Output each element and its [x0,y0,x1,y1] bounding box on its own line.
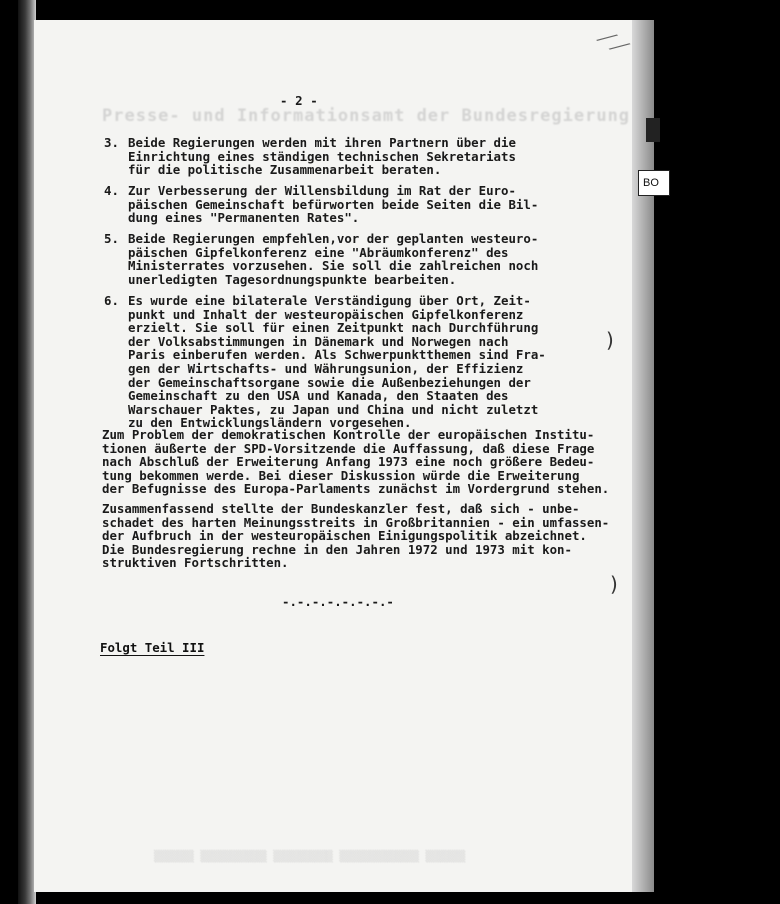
separator-line: -.-.-.-.-.-.-.- [282,594,394,609]
bleed-through-text: Presse- und Informationsamt der Bundesregierung [102,106,631,126]
paragraph: Zusammenfassend stellte der Bundeskanzler fest, daß sich - unbe- schadet des harten Meinungsstreits in Großbritannien - ein umfassen- der Aufbruch in der westeuropäischen Einigungspolitik abzeichnet. Die Bundesregierung rechne in den Jahren 1972 und 1973 mit kon- struktiven Fortschritten. [102,501,610,571]
list-item-number: 5. [104,231,119,246]
list-item-text: Beide Regierungen werden mit ihren Partnern über die Einrichtung eines ständigen technischen Sekretariats für die politische Zusammenarbeit beraten. [128,135,516,178]
continued-note: Folgt Teil III [100,640,205,655]
list-item-text: Zur Verbesserung der Willensbildung im Rat der Euro- päischen Gemeinschaft befürworten beide Seiten die Bil- dung eines "Permanenten Rates". [128,183,539,226]
document-page [34,20,659,892]
list-item-text: Beide Regierungen empfehlen,vor der geplanten westeuro- päischen Gipfelkonferenz eine "Abräumkonferenz" des Ministerrates vorzusehen. Sie soll die zahlreichen noch unerledigten Tagesordnungspunkte bearbeiten. [128,231,539,287]
list-item-text: Es wurde eine bilaterale Verständigung über Ort, Zeit- punkt und Inhalt der westeuropäischen Gipfelkonferenz erzielt. Sie soll für einen Zeitpunkt nach Durchführung der Volksabstimmungen in Dänemark und Norwegen nach Paris einberufen werden. Als Schwerpunktthemen sind Fra- gen der Wirtschafts- und Währungsunion, der Effizienz der Gemeinschaftsorgane sowie die Außenbeziehungen der Gemeinschaft zu den USA und Kanada, den Staaten des Warschauer Paktes, zu Japan und China und nicht zuletzt zu den Entwicklungsländern vorgesehen. [128,293,546,431]
bottom-bleed-through: ▒▒▒▒▒▒ ▒▒▒▒▒▒▒▒▒▒ ▒▒▒▒▒▒▒▒▒ ▒▒▒▒▒▒▒▒▒▒▒▒ ▒▒▒▒▒▒ [154,850,466,863]
punch-hole-mark: ) [610,572,618,596]
list-item-number: 6. [104,293,119,308]
list-item-number: 3. [104,135,119,150]
corner-scribble: ⟋⟋ [592,24,633,63]
list-item-number: 4. [104,183,119,198]
adjacent-page-tab: BO [638,170,670,196]
paragraph: Zum Problem der demokratischen Kontrolle der europäischen Institu- tionen äußerte der SPD-Vorsitzende die Auffassung, daß diese Frage nach Abschluß der Erweiterung Anfang 1973 eine noch größere Bedeu- tung bekommen werde. Bei dieser Diskussion würde die Erweiterung der Befugnisse des Europa-Parlaments zunächst im Vordergrund stehen. [102,427,610,497]
page-number: - 2 - [280,93,318,108]
punch-hole-mark: ) [606,328,614,352]
adjacent-page-strip [632,20,654,892]
